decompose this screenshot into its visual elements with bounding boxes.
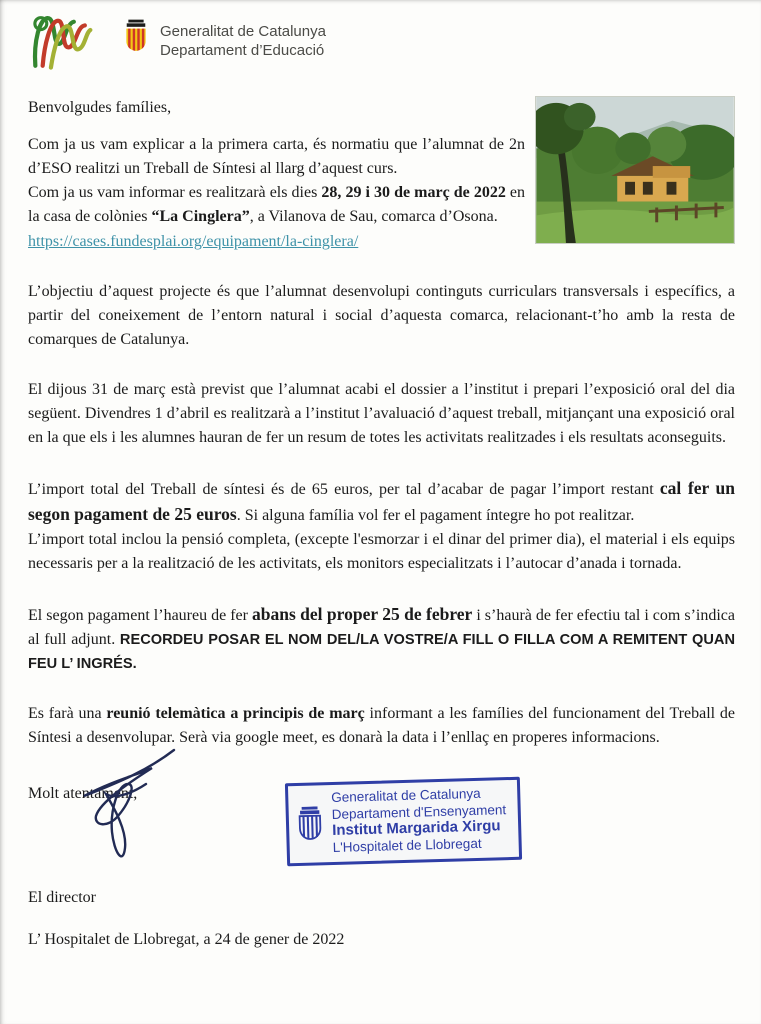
text-segment: . Si alguna família vol fer el pagament íntegre ho pot realitzar. [236,507,635,524]
remittance-warning-bold: RECORDEU POSAR EL NOM DEL/LA VOSTRE/A FILL O FILLA COM A REMITENT QUAN FEU L’ INGRÉS. [28,632,735,672]
text-segment: Com ja us vam informar es realitzarà els dies [28,184,322,201]
text-segment: , a Vilanova de Sau, comarca d’Osona. [249,208,498,225]
la-cinglera-link[interactable]: https://cases.fundesplai.org/equipament/la-cinglera/ [28,233,359,250]
stamp-line-city: L'Hospitalet de Llobregat [332,835,482,855]
letterhead [28,6,735,78]
org-name: Generalitat de Catalunya [160,23,326,40]
text-segment: Com ja us vam explicar a la primera carta, és normatiu que l’alumnat de 2n d’ESO realitzi un Treball de Síntesi al llarg d’aquest curs. [28,136,525,177]
stamp-line-dept: Departament d'Ensenyament [331,801,507,822]
house-name-bold: “La Cinglera” [151,208,250,225]
dates-bold: 28, 29 i 30 de març de 2022 [321,184,506,201]
stamp-shield-icon [297,806,324,841]
director-signature [56,742,206,882]
la-cinglera-photo [535,96,735,244]
text-segment: informant a les famílies del funcionament del Treball de Síntesi a desenvolupar. Serà via google meet, es donarà la data i l’enllaç en properes informacions. [28,705,736,746]
paragraph-payment [28,476,735,528]
stamp-text [331,785,507,856]
intro-section [28,96,735,254]
text-segment: Es farà una [28,705,107,722]
payment-amount-bold: cal fer un segon pagament de 25 euros [28,478,735,524]
signer-title: El director [28,889,96,906]
text-segment: en la casa de colònies [28,184,525,225]
paragraph-deadline [28,602,735,676]
greeting: Benvolgudes famílies, [28,99,172,116]
dept-name: Departament d’Educació [160,42,325,59]
school-logo-icon [28,10,94,72]
school-stamp [285,777,523,867]
stamp-line-school: Institut Margarida Xirgu [331,817,501,839]
department-name-block [160,22,326,60]
closing: Molt atentament, [28,785,138,802]
paragraph-objective: L’objectiu d’aquest projecte és que l’alumnat desenvolupi continguts curriculars transversals i específics, a partir del coneixement de l’entorn natural i social d’aquesta comarca, relacionant-t’ho amb la resta de comarques de Catalunya. [28,283,735,348]
paragraph-schedule: El dijous 31 de març està previst que l’alumnat acabi el dossier a l’institut i prepari l’exposició oral del dia següent. Divendres 1 d’abril es realitzarà a l’institut l’avaluació d’aquest treball, mitjançant una exposició oral en la que els i les alumnes hauran de fer un resum de totes les activitats realitzades i els resultats aconseguits. [28,381,735,446]
paragraph-dates [28,181,525,229]
text-segment: El segon pagament l’haureu de fer [28,607,253,624]
link-line [28,230,525,254]
text-segment: L’import total del Treball de síntesi és de 65 euros, per tal d’acabar de pagar l’import restant [28,481,660,498]
intro-text [28,96,525,254]
signature-block [28,770,735,912]
generalitat-coat-of-arms-icon [124,19,148,53]
stamp-line-org: Generalitat de Catalunya [331,785,481,806]
text-segment: i s’haurà de fer efectiu tal i com s’indica al full adjunt. [28,607,736,648]
meeting-bold: reunió telemàtica a principis de març [106,705,365,722]
place-and-date: L’ Hospitalet de Llobregat, a 24 de gener de 2022 [28,931,345,948]
paragraph-intro [28,133,525,181]
paragraph-payment-includes: L’import total inclou la pensió completa, (excepte l'esmorzar i el dinar del primer dia), el material i els equips necessaris per a la realització de les activitats, els monitors especialitzats i l’autocar d’anada i tornada. [28,531,735,572]
deadline-date-bold: abans del proper 25 de febrer [252,604,473,624]
